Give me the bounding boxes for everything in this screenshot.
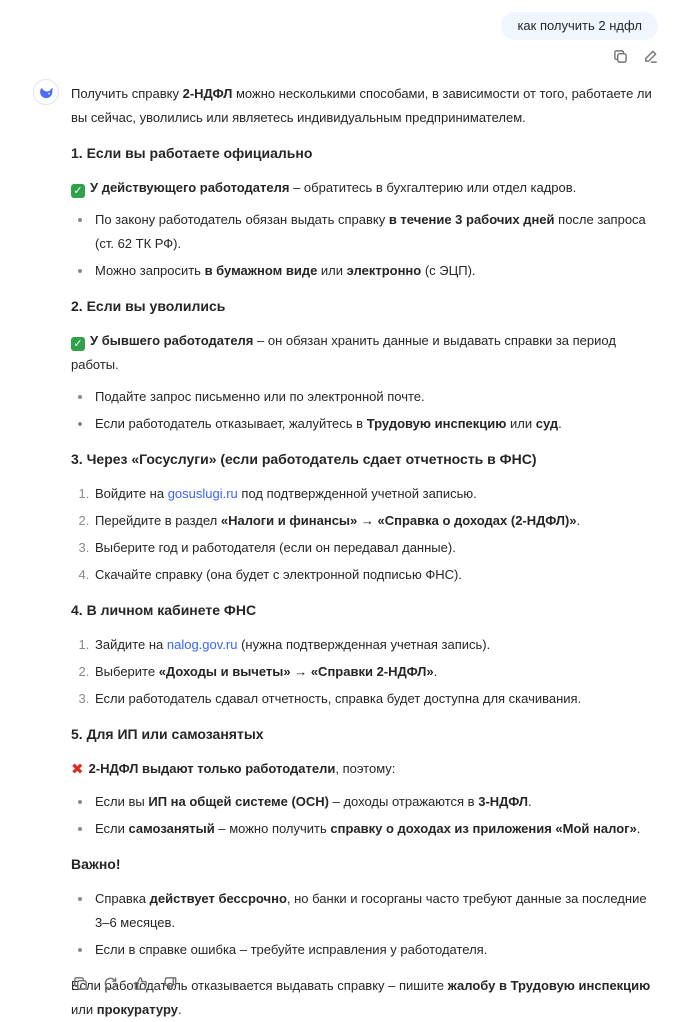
bold-text: «Налоги и финансы» → «Справка о доходах (2-НДФЛ)» bbox=[220, 513, 577, 528]
bold-text: электронно bbox=[346, 263, 422, 278]
text-span: после запроса (ст. 62 ТК РФ). bbox=[95, 212, 646, 251]
deepseek-whale-icon bbox=[38, 84, 55, 101]
copy-icon[interactable] bbox=[612, 48, 628, 64]
list-item bbox=[93, 208, 661, 256]
text-span: или bbox=[71, 1002, 97, 1017]
text-span: – обратитесь в бухгалтерию или отдел кадров. bbox=[289, 180, 577, 195]
bold-text: ИП на общей системе (ОСН) bbox=[148, 794, 330, 809]
text-span: . bbox=[636, 821, 641, 836]
text-span: . bbox=[527, 794, 532, 809]
bullet-list bbox=[71, 790, 661, 841]
text-span: Зайдите на bbox=[95, 637, 167, 652]
text-span: Если вы bbox=[95, 794, 149, 809]
bold-text: 3-НДФЛ bbox=[478, 794, 528, 809]
list-item bbox=[93, 790, 661, 814]
list-item bbox=[93, 887, 661, 935]
text-span: под подтвержденной учетной записью. bbox=[237, 486, 477, 501]
text-span: . bbox=[177, 1002, 182, 1017]
text-span: Перейдите в раздел bbox=[95, 513, 221, 528]
section-heading-employed: 1. Если вы работаете официально bbox=[71, 145, 313, 161]
text-span: Если работодатель отказывается выдавать справку – пишите bbox=[71, 978, 448, 993]
text-span: , поэтому: bbox=[335, 761, 396, 776]
bold-text: в бумажном виде bbox=[204, 263, 318, 278]
list-item bbox=[93, 633, 661, 657]
section-heading-important: Важно! bbox=[71, 856, 121, 872]
text-span: Войдите на bbox=[95, 486, 168, 501]
bold-text: 2-НДФЛ bbox=[182, 86, 233, 101]
regenerate-icon[interactable] bbox=[102, 975, 118, 991]
bold-text: жалобу в Трудовую инспекцию bbox=[447, 978, 651, 993]
bold-text: Трудовую инспекцию bbox=[366, 416, 507, 431]
section-lead bbox=[71, 757, 661, 782]
section-lead bbox=[71, 329, 661, 377]
text-span: . bbox=[576, 513, 581, 528]
text-span: Можно запросить bbox=[95, 263, 205, 278]
bold-text: 2-НДФЛ выдают только работодатели bbox=[88, 761, 336, 776]
numbered-list bbox=[71, 633, 661, 711]
section-heading-dismissed: 2. Если вы уволились bbox=[71, 298, 226, 314]
bold-text: У действующего работодателя bbox=[90, 180, 290, 195]
edit-icon[interactable] bbox=[642, 48, 658, 64]
text-span: – он обязан хранить данные и выдавать справки за период работы. bbox=[71, 333, 616, 372]
list-item: • Если в справке ошибка – требуйте исправления у работодателя. bbox=[93, 938, 661, 962]
text-span: По закону работодатель обязан выдать справку bbox=[95, 212, 389, 227]
text-span: (нужна подтвержденная учетная запись). bbox=[237, 637, 491, 652]
text-span: или bbox=[317, 263, 347, 278]
thumbs-down-icon[interactable] bbox=[162, 975, 178, 991]
text-span: Если bbox=[95, 821, 129, 836]
list-item bbox=[93, 412, 661, 436]
check-mark-icon: ✓ bbox=[71, 337, 85, 351]
list-item: 3. Выберите год и работодателя (если он передавал данные). bbox=[93, 536, 661, 560]
bold-text: У бывшего работодателя bbox=[90, 333, 254, 348]
section-heading-gosuslugi: 3. Через «Госуслуги» (если работодатель сдает отчетность в ФНС) bbox=[71, 451, 537, 467]
bold-text: прокуратуру bbox=[96, 1002, 178, 1017]
user-message-bubble bbox=[501, 12, 658, 40]
text-span: Выберите bbox=[95, 664, 159, 679]
answer-actions bbox=[72, 975, 178, 991]
gosuslugi-link[interactable]: gosuslugi.ru bbox=[167, 486, 238, 501]
list-item bbox=[93, 817, 661, 841]
answer-intro bbox=[71, 82, 661, 130]
nalog-link[interactable]: nalog.gov.ru bbox=[166, 637, 238, 652]
copy-icon[interactable] bbox=[72, 975, 88, 991]
section-heading-fns: 4. В личном кабинете ФНС bbox=[71, 602, 257, 618]
bullet-list bbox=[71, 208, 661, 283]
assistant-answer bbox=[71, 82, 661, 1022]
bold-text: действует бессрочно bbox=[149, 891, 287, 906]
bullet-list bbox=[71, 887, 661, 962]
text-span: (с ЭЦП). bbox=[421, 263, 476, 278]
check-mark-icon: ✓ bbox=[71, 184, 85, 198]
bold-text: суд bbox=[535, 416, 559, 431]
user-message-text: как получить 2 ндфл bbox=[517, 18, 642, 33]
list-item: 3. Если работодатель сдавал отчетность, справка будет доступна для скачивания. bbox=[93, 687, 661, 711]
section-heading-ip: 5. Для ИП или самозанятых bbox=[71, 726, 264, 742]
text-span: , но банки и госорганы часто требуют данные за последние 3–6 месяцев. bbox=[95, 891, 647, 930]
text-span: . bbox=[558, 416, 562, 431]
text-span: можно несколькими способами, в зависимости от того, работаете ли вы сейчас, уволились или являетесь индивидуальным предпринимателем. bbox=[71, 86, 652, 125]
text-span: . bbox=[433, 664, 438, 679]
bold-text: самозанятый bbox=[128, 821, 215, 836]
list-item bbox=[93, 509, 661, 533]
text-span: Справка bbox=[95, 891, 150, 906]
bold-text: справку о доходах из приложения «Мой налог» bbox=[330, 821, 637, 836]
list-item: • Подайте запрос письменно или по электронной почте. bbox=[93, 385, 661, 409]
text-span: – доходы отражаются в bbox=[329, 794, 479, 809]
text-span: Если работодатель отказывает, жалуйтесь в bbox=[95, 416, 367, 431]
section-lead bbox=[71, 176, 661, 200]
cross-mark-icon: ✖ bbox=[71, 761, 84, 778]
list-item bbox=[93, 660, 661, 684]
text-span: Получить справку bbox=[71, 86, 183, 101]
user-message-actions bbox=[612, 48, 658, 64]
text-span: – можно получить bbox=[214, 821, 331, 836]
bold-text: в течение 3 рабочих дней bbox=[388, 212, 555, 227]
assistant-avatar bbox=[33, 79, 59, 105]
list-item bbox=[93, 482, 661, 506]
bullet-list bbox=[71, 385, 661, 436]
numbered-list bbox=[71, 482, 661, 587]
text-span: или bbox=[506, 416, 536, 431]
list-item bbox=[93, 259, 661, 283]
list-item: 4. Скачайте справку (она будет с электронной подписью ФНС). bbox=[93, 563, 661, 587]
thumbs-up-icon[interactable] bbox=[132, 975, 148, 991]
bold-text: «Доходы и вычеты» → «Справки 2-НДФЛ» bbox=[158, 664, 434, 679]
